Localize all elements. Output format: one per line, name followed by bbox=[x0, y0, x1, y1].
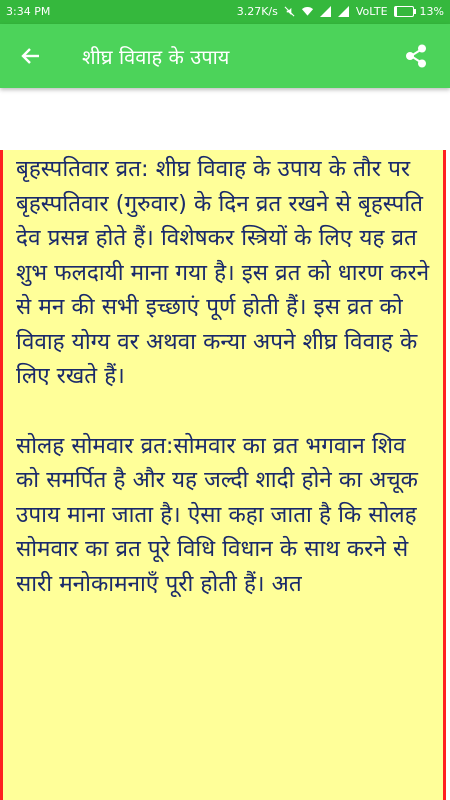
wifi-icon bbox=[301, 6, 314, 17]
battery-percent: 13% bbox=[419, 5, 444, 18]
article-content[interactable] bbox=[0, 150, 446, 800]
battery-icon bbox=[394, 6, 414, 17]
status-time: 3:34 PM bbox=[6, 5, 51, 18]
status-bar bbox=[0, 0, 450, 24]
share-button[interactable] bbox=[400, 40, 432, 72]
page-title: शीघ्र विवाह के उपाय bbox=[82, 45, 230, 69]
share-icon bbox=[400, 40, 432, 72]
article-paragraph: बृहस्पतिवार व्रत: शीघ्र विवाह के उपाय के तौर पर बृहस्पतिवार (गुरुवार) के दिन व्रत रखने से बृहस्पति देव प्रसन्न होते हैं। विशेषकर स्त्रियों के लिए यह व्रत शुभ फलदायी माना गया है। इस व्रत को धारण करने से मन की सभी इच्छाएं पूर्ण होती हैं। इस व्रत को विवाह योग्य वर अथवा कन्या अपने शीघ्र विवाह के लिए रखते हैं। bbox=[16, 156, 430, 389]
network-speed: 3.27K/s bbox=[236, 5, 278, 18]
arrow-left-icon bbox=[14, 40, 46, 72]
mute-icon bbox=[284, 6, 295, 17]
status-icons bbox=[237, 5, 444, 18]
battery-fill bbox=[395, 7, 397, 16]
network-type: VoLTE bbox=[355, 5, 388, 18]
signal-icon bbox=[320, 6, 332, 17]
back-button[interactable] bbox=[14, 40, 46, 72]
article-paragraph: सोलह सोमवार व्रत:सोमवार का व्रत भगवान शिव को समर्पित है और यह जल्दी शादी होने का अचूक उपाय माना जाता है। ऐसा कहा जाता है कि सोलह सोमवार का व्रत पूरे विधि विधान के साथ करने से सारी मनोकामनाएँ पूरी होती हैं। अत bbox=[16, 432, 418, 597]
signal-icon-2 bbox=[338, 6, 350, 17]
app-bar bbox=[0, 24, 450, 88]
